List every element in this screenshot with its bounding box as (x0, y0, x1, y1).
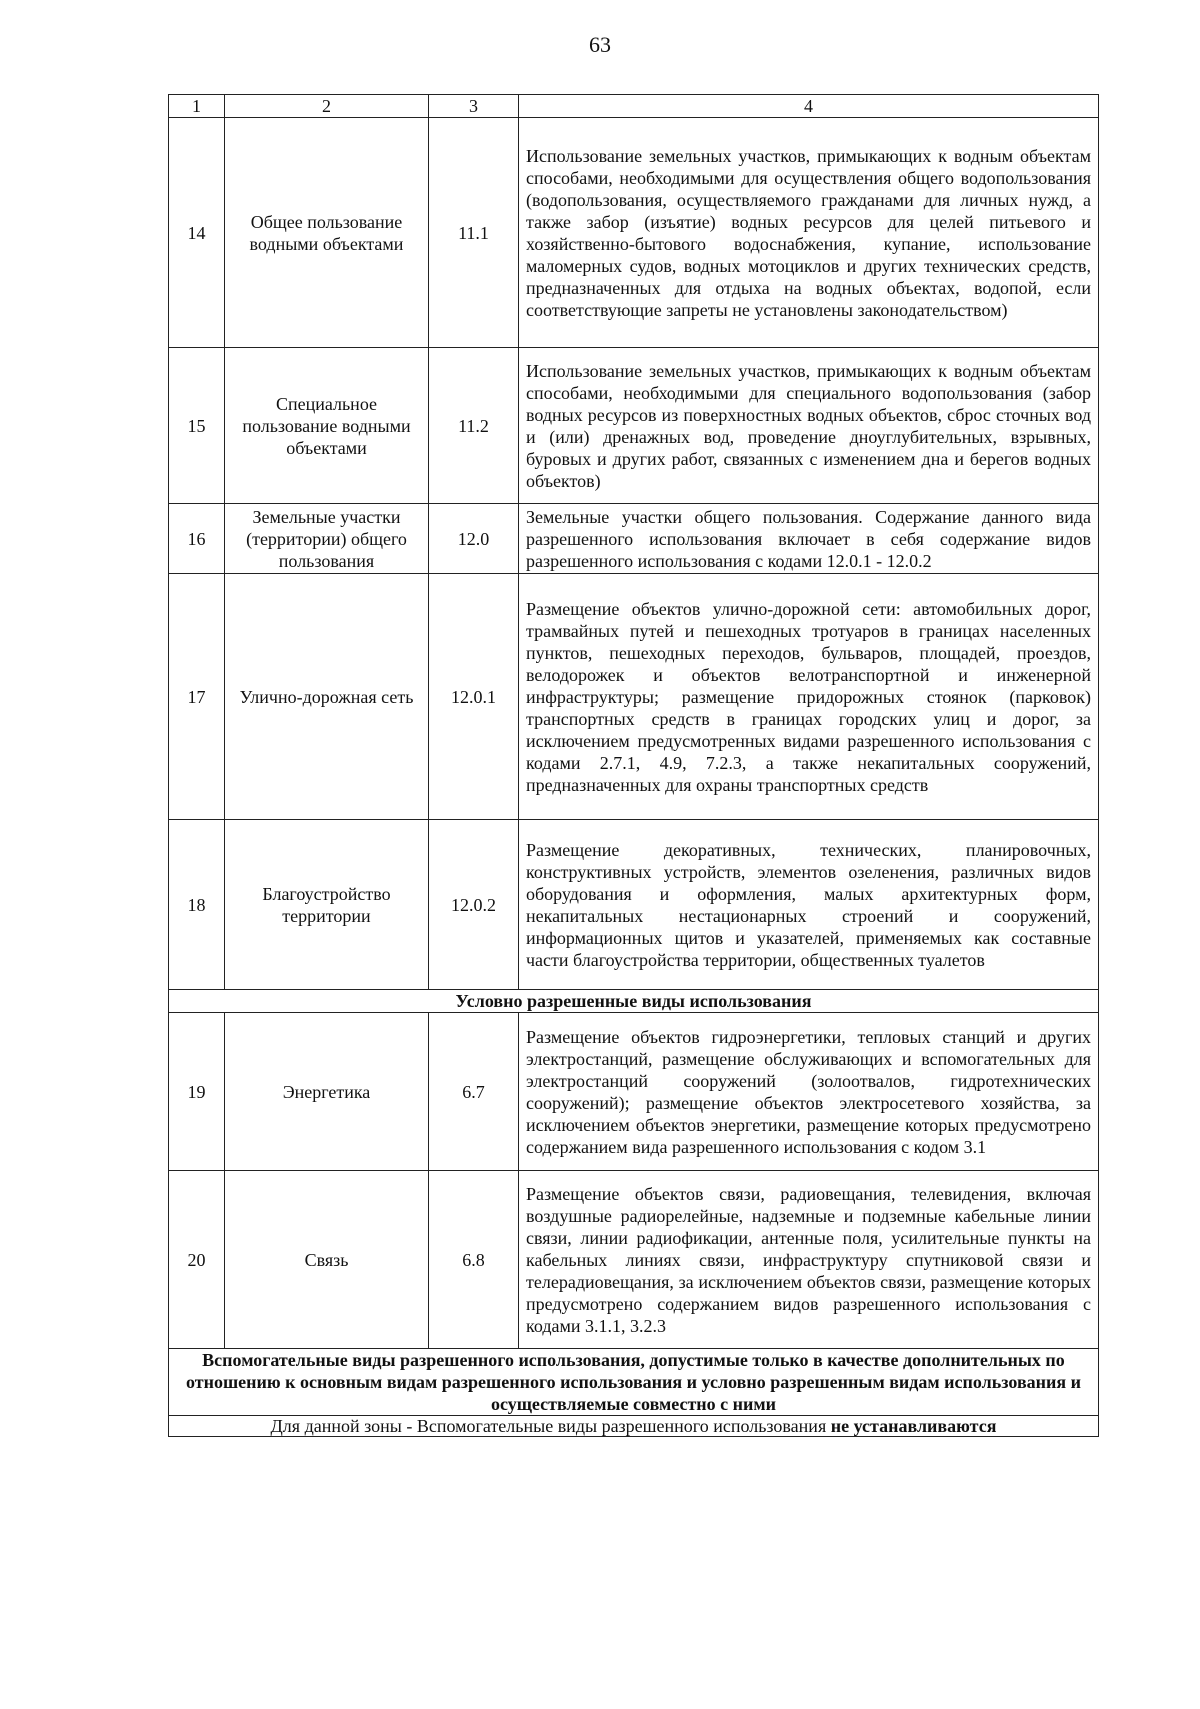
table-header-row (169, 95, 1099, 118)
row-description (519, 348, 1099, 504)
auxiliary-note-row (169, 1416, 1099, 1437)
row-name: Благоустройство территории (225, 820, 429, 990)
row-code: 6.8 (429, 1171, 519, 1349)
table-row (169, 348, 1099, 504)
header-cell-number: 1 (169, 95, 225, 118)
table-row (169, 574, 1099, 820)
row-number: 20 (169, 1171, 225, 1349)
row-name: Улично-дорожная сеть (225, 574, 429, 820)
row-number: 15 (169, 348, 225, 504)
auxiliary-note-prefix: Для данной зоны - Вспомогательные виды разрешенного использования (270, 1416, 831, 1436)
row-number: 16 (169, 504, 225, 574)
row-number: 17 (169, 574, 225, 820)
page-number: 63 (589, 32, 611, 57)
auxiliary-section-row (169, 1349, 1099, 1416)
row-description (519, 820, 1099, 990)
row-name: Энергетика (225, 1013, 429, 1171)
row-number: 14 (169, 118, 225, 348)
row-description (519, 118, 1099, 348)
table-row (169, 504, 1099, 574)
row-description (519, 1013, 1099, 1171)
table-row (169, 1171, 1099, 1349)
land-use-table (168, 94, 1099, 1437)
auxiliary-section-title: Вспомогательные виды разрешенного использования, допустимые только в качестве дополнительных по отношению к основным видам разрешенного использования и условно разрешенным видам использования и осуществляемые совместно с ними (169, 1349, 1099, 1416)
row-description (519, 504, 1099, 574)
row-description (519, 1171, 1099, 1349)
row-description-text: Размещение объектов гидроэнергетики, тепловых станций и других электростанций, размещение обслуживающих и вспомогательных для электростанций сооружений (золоотвалов, гидротехнических сооружений); размещение объектов электросетевого хозяйства, за исключением объектов энергетики, размещение которых предусмотрено содержанием вида разрешенного использования с кодом 3.1 (526, 1026, 1091, 1157)
row-description-text: Использование земельных участков, примыкающих к водным объектам способами, необходимыми для осуществления общего водопользования (водопользования, осуществляемого гражданами для личных нужд, а также забор (изъятие) водных ресурсов для целей питьевого и хозяйственно-бытового водоснабжения, купание, использование маломерных судов, водных мотоциклов и других технических средств, предназначенных для отдыха на водных объектах, водопой, если соответствующие запреты не установлены законодательством) (526, 145, 1091, 320)
row-description-text: Размещение объектов связи, радиовещания, телевидения, включая воздушные радиорелейные, надземные и подземные кабельные линии связи, линии радиофикации, антенные поля, усилительные пункты на кабельных линиях связи, инфраструктуру спутниковой связи и телерадиовещания, за исключением объектов связи, размещение которых предусмотрено содержанием видов разрешенного использования с кодами 3.1.1, 3.2.3 (526, 1183, 1091, 1336)
row-name: Специальное пользование водными объектами (225, 348, 429, 504)
row-code: 11.2 (429, 348, 519, 504)
row-number: 19 (169, 1013, 225, 1171)
header-cell-code: 3 (429, 95, 519, 118)
row-description-text: Размещение декоративных, технических, планировочных, конструктивных устройств, элементов озеленения, различных видов оборудования и оформления, малых архитектурных форм, некапитальных нестационарных строений и сооружений, информационных щитов и указателей, применяемых как составные части благоустройства территории, общественных туалетов (526, 839, 1091, 970)
auxiliary-note (169, 1416, 1099, 1437)
auxiliary-note-emphasis: не устанавливаются (830, 1416, 997, 1436)
table-row (169, 1013, 1099, 1171)
row-name: Общее пользование водными объектами (225, 118, 429, 348)
row-name: Связь (225, 1171, 429, 1349)
row-code: 11.1 (429, 118, 519, 348)
row-name: Земельные участки (территории) общего пользования (225, 504, 429, 574)
row-description-text: Использование земельных участков, примыкающих к водным объектам способами, необходимыми для специального водопользования (забор водных ресурсов из поверхностных водных объектов, сброс сточных вод и (или) дренажных вод, проведение дноуглубительных, взрывных, буровых и других работ, связанных с изменением дна и берегов водных объектов) (526, 360, 1091, 491)
header-cell-name: 2 (225, 95, 429, 118)
row-code: 6.7 (429, 1013, 519, 1171)
conditional-section-title: Условно разрешенные виды использования (169, 990, 1099, 1013)
table-row (169, 820, 1099, 990)
row-code: 12.0.1 (429, 574, 519, 820)
row-code: 12.0.2 (429, 820, 519, 990)
header-cell-description: 4 (519, 95, 1099, 118)
row-number: 18 (169, 820, 225, 990)
row-description-text: Земельные участки общего пользования. Содержание данного вида разрешенного использования включает в себя содержание видов разрешенного использования с кодами 12.0.1 - 12.0.2 (526, 506, 1091, 571)
conditional-section-row (169, 990, 1099, 1013)
table-row (169, 118, 1099, 348)
row-code: 12.0 (429, 504, 519, 574)
row-description-text: Размещение объектов улично-дорожной сети: автомобильных дорог, трамвайных путей и пешеходных тротуаров в границах населенных пунктов, пешеходных переходов, бульваров, площадей, проездов, велодорожек и объектов велотранспортной и инженерной инфраструктуры; размещение придорожных стоянок (парковок) транспортных средств в границах городских улиц и дорог, за исключением предусмотренных видами разрешенного использования с кодами 2.7.1, 4.9, 7.2.3, а также некапитальных сооружений, предназначенных для охраны транспортных средств (526, 598, 1091, 795)
row-description (519, 574, 1099, 820)
